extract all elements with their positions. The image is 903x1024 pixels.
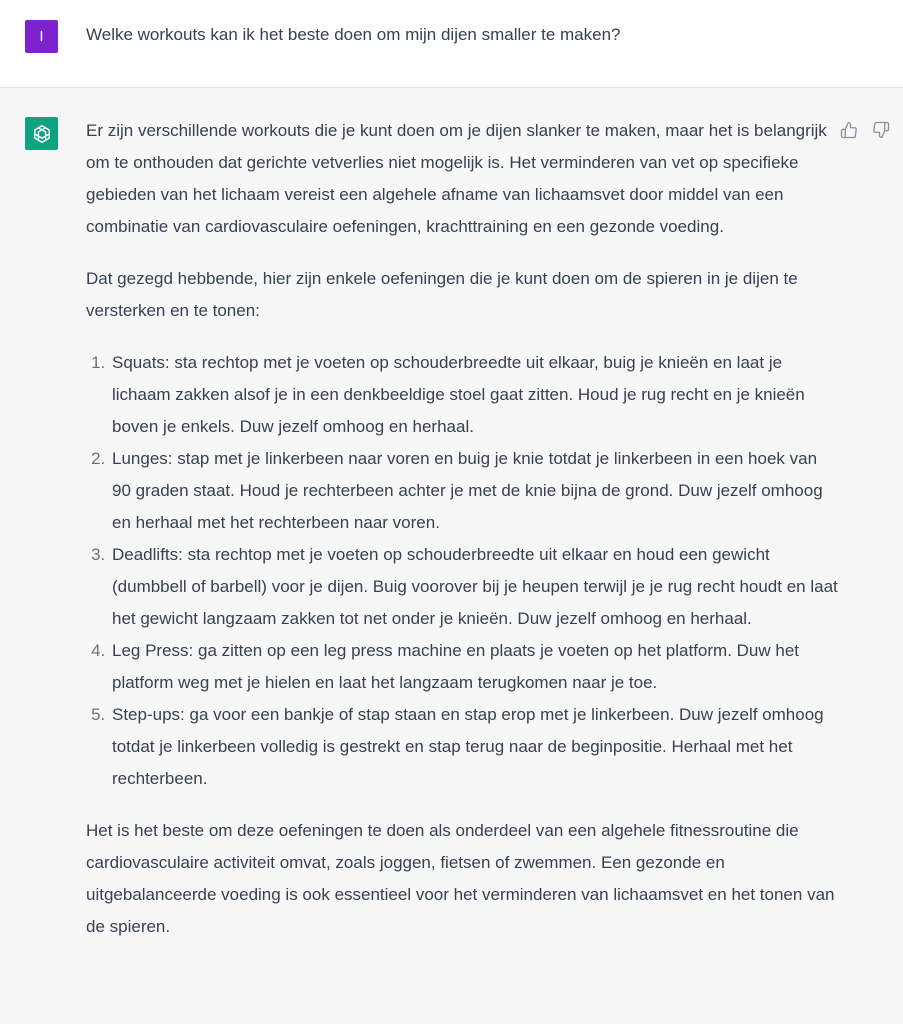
user-message-row bbox=[0, 0, 903, 88]
outro-paragraph: Het is het beste om deze oefeningen te doen als onderdeel van een algehele fitnessroutine die cardiovasculaire activiteit omvat, zoals joggen, fietsen of zwemmen. Een gezonde en uitgebalanceerde voeding is ook essentieel voor het verminderen van lichaamsvet en het tonen van de spieren. bbox=[86, 821, 835, 936]
intro-paragraph: Er zijn verschillende workouts die je kunt doen om je dijen slanker te maken, maar het is belangrijk om te onthouden dat gerichte vetverlies niet mogelijk is. Het verminderen van vet op specifieke gebieden van het lichaam vereist een algehele afname van lichaamsvet door middel van een combinatie van cardiovasculaire oefeningen, krachttraining en een gezonde voeding. bbox=[86, 121, 827, 236]
user-avatar: I bbox=[25, 20, 58, 53]
exercise-list bbox=[86, 347, 838, 795]
list-item: 4. Leg Press: ga zitten op een leg press machine en plaats je voeten op het platform. Duw het platform weg met je hielen en laat het langzaam terugkomen naar je toe. bbox=[110, 635, 838, 699]
assistant-message-content bbox=[86, 115, 838, 963]
list-item: 5. Step-ups: ga voor een bankje of stap staan en stap erop met je linkerbeen. Duw jezelf omhoog totdat je linkerbeen volledig is gestrekt en stap terug naar de beginpositie. Herhaal met het rechterbeen. bbox=[110, 699, 838, 795]
assistant-avatar bbox=[25, 117, 58, 150]
user-message-text: Welke workouts kan ik het beste doen om mijn dijen smaller te maken? bbox=[86, 25, 621, 44]
list-item: 2. Lunges: stap met je linkerbeen naar voren en buig je knie totdat je linkerbeen in een hoek van 90 graden staat. Houd je rechterbeen achter je met de knie bijna de grond. Duw jezelf omhoog en herhaal met het rechterbeen naar voren. bbox=[110, 443, 838, 539]
thumbs-up-icon bbox=[840, 121, 858, 139]
assistant-message-row bbox=[0, 88, 903, 1024]
thumbs-down-icon bbox=[872, 121, 890, 139]
lead-paragraph: Dat gezegd hebbende, hier zijn enkele oefeningen die je kunt doen om de spieren in je dijen te versterken en te tonen: bbox=[86, 269, 798, 320]
list-item: 3. Deadlifts: sta rechtop met je voeten op schouderbreedte uit elkaar en houd een gewicht (dumbbell of barbell) voor je dijen. Buig voorover bij je heupen terwijl je je rug recht houdt en laat het gewicht langzaam zakken tot net onder je knieën. Duw jezelf omhoog en herhaal. bbox=[110, 539, 838, 635]
feedback-buttons bbox=[838, 119, 892, 141]
list-item: 1. Squats: sta rechtop met je voeten op schouderbreedte uit elkaar, buig je knieën en laat je lichaam zakken alsof je in een denkbeeldige stoel gaat zitten. Houd je rug recht en je knieën boven je enkels. Duw jezelf omhoog en herhaal. bbox=[110, 347, 838, 443]
openai-logo-icon bbox=[31, 123, 53, 145]
thumbs-up-button[interactable] bbox=[838, 119, 860, 141]
thumbs-down-button[interactable] bbox=[870, 119, 892, 141]
